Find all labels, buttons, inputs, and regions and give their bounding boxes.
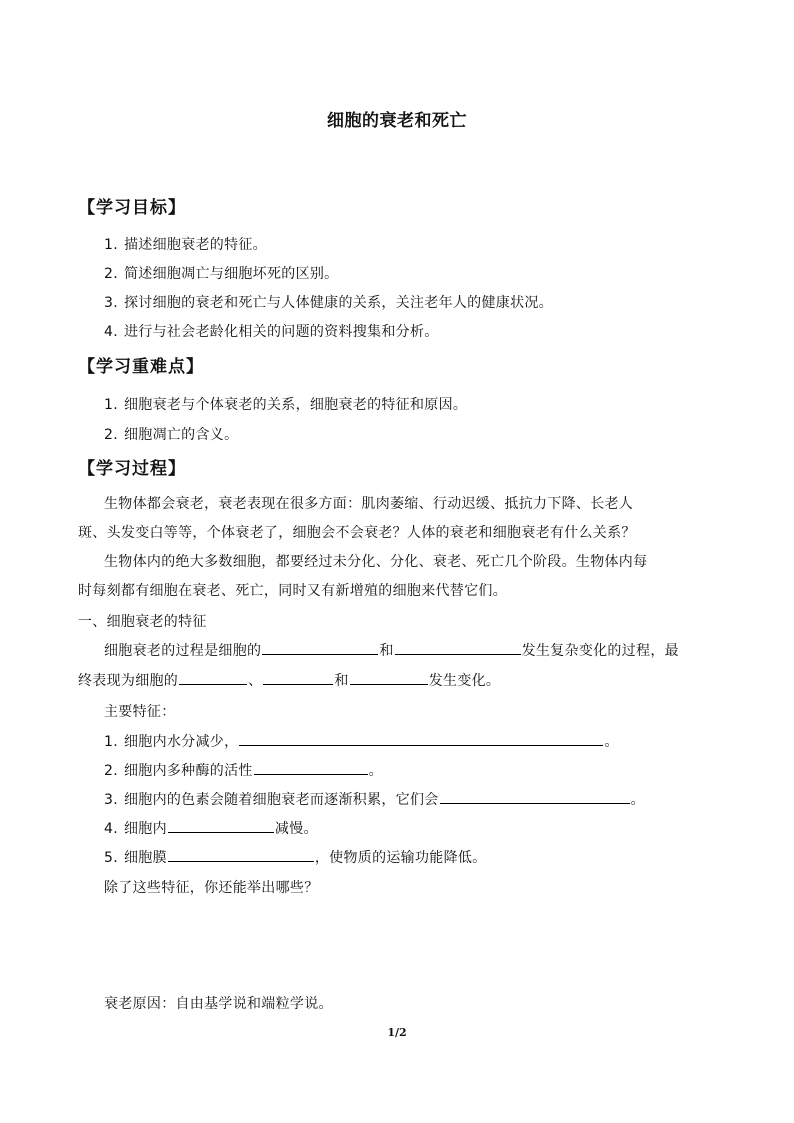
goals-heading: 【学习目标】: [78, 198, 186, 218]
definition-line: [104, 640, 679, 660]
feature-text: 细胞内水分减少，: [123, 734, 239, 750]
goal-num: 3.: [104, 295, 118, 311]
key-point-text: 细胞凋亡的含义。: [123, 427, 239, 443]
goal-text: 描述细胞衰老的特征。: [123, 237, 267, 253]
key-points-heading: 【学习重难点】: [78, 357, 204, 377]
main-features-label: 主要特征：: [104, 704, 176, 720]
feature-item: [104, 847, 486, 867]
process-heading: 【学习过程】: [78, 459, 186, 479]
feature-num: 2.: [104, 763, 118, 779]
section-heading: 一、细胞衰老的特征: [78, 614, 207, 630]
definition-text: 发生复杂变化的过程，最: [521, 643, 679, 659]
feature-item: [104, 789, 645, 809]
fill-blank[interactable]: [179, 670, 247, 685]
goal-text: 探讨细胞的衰老和死亡与人体健康的关系，关注老年人的健康状况。: [123, 295, 553, 311]
feature-text: 减慢。: [274, 821, 318, 837]
feature-item: [104, 818, 318, 838]
definition-text: 和: [379, 643, 394, 659]
fill-blank[interactable]: [168, 847, 314, 862]
process-paragraph-line: 生物体内的绝大多数细胞，都要经过未分化、分化、衰老、死亡几个阶段。生物体内每: [104, 554, 648, 570]
definition-text: 发生变化。: [428, 673, 501, 689]
goal-item: [104, 321, 439, 341]
fill-blank[interactable]: [168, 818, 274, 833]
goal-item: [104, 292, 553, 312]
feature-text: 细胞内: [123, 821, 167, 837]
feature-item: [104, 760, 383, 780]
feature-num: 3.: [104, 792, 118, 808]
fill-blank[interactable]: [262, 640, 378, 655]
fill-blank[interactable]: [263, 670, 333, 685]
page-number: 1/2: [387, 1026, 407, 1039]
definition-text: 细胞衰老的过程是细胞的: [104, 643, 262, 659]
fill-blank[interactable]: [350, 670, 428, 685]
definition-text: 和: [334, 673, 349, 689]
feature-num: 1.: [104, 734, 118, 750]
goal-text: 进行与社会老龄化相关的问题的资料搜集和分析。: [123, 324, 439, 340]
feature-num: 4.: [104, 821, 118, 837]
definition-text: 、: [248, 673, 263, 689]
feature-text: 。: [368, 763, 383, 779]
feature-text: 细胞内的色素会随着细胞衰老而逐渐积累，它们会: [123, 792, 439, 808]
key-point-num: 2.: [104, 427, 118, 443]
process-paragraph-line: 时每刻都有细胞在衰老、死亡，同时又有新增殖的细胞来代替它们。: [78, 583, 507, 599]
key-point-item: [104, 394, 467, 414]
fill-blank[interactable]: [440, 789, 630, 804]
question-text: 除了这些特征，你还能举出哪些？: [104, 880, 319, 896]
feature-text: 细胞膜: [123, 850, 167, 866]
goal-num: 4.: [104, 324, 118, 340]
feature-text: 。: [604, 734, 619, 750]
feature-text: 细胞内多种酶的活性: [123, 763, 253, 779]
feature-text: 。: [630, 792, 645, 808]
goal-num: 1.: [104, 237, 118, 253]
feature-num: 5.: [104, 850, 118, 866]
feature-text: ，使物质的运输功能降低。: [314, 850, 487, 866]
fill-blank[interactable]: [239, 731, 603, 746]
fill-blank[interactable]: [395, 640, 521, 655]
goal-item: [104, 263, 338, 283]
aging-cause-text: 衰老原因：自由基学说和端粒学说。: [104, 996, 333, 1012]
process-paragraph-line: 生物体都会衰老，衰老表现在很多方面：肌肉萎缩、行动迟缓、抵抗力下降、长老人: [104, 496, 634, 512]
goal-text: 简述细胞凋亡与细胞坏死的区别。: [123, 266, 339, 282]
feature-item: [104, 731, 619, 751]
definition-line: [78, 670, 500, 690]
key-point-num: 1.: [104, 397, 118, 413]
goal-item: [104, 234, 267, 254]
key-point-item: [104, 424, 238, 444]
goal-num: 2.: [104, 266, 118, 282]
fill-blank[interactable]: [254, 760, 368, 775]
key-point-text: 细胞衰老与个体衰老的关系，细胞衰老的特征和原因。: [123, 397, 468, 413]
process-paragraph-line: 斑、头发变白等等，个体衰老了，细胞会不会衰老？人体的衰老和细胞衰老有什么关系？: [78, 525, 636, 541]
definition-text: 终表现为细胞的: [78, 673, 179, 689]
page-title: 细胞的衰老和死亡: [327, 111, 467, 131]
